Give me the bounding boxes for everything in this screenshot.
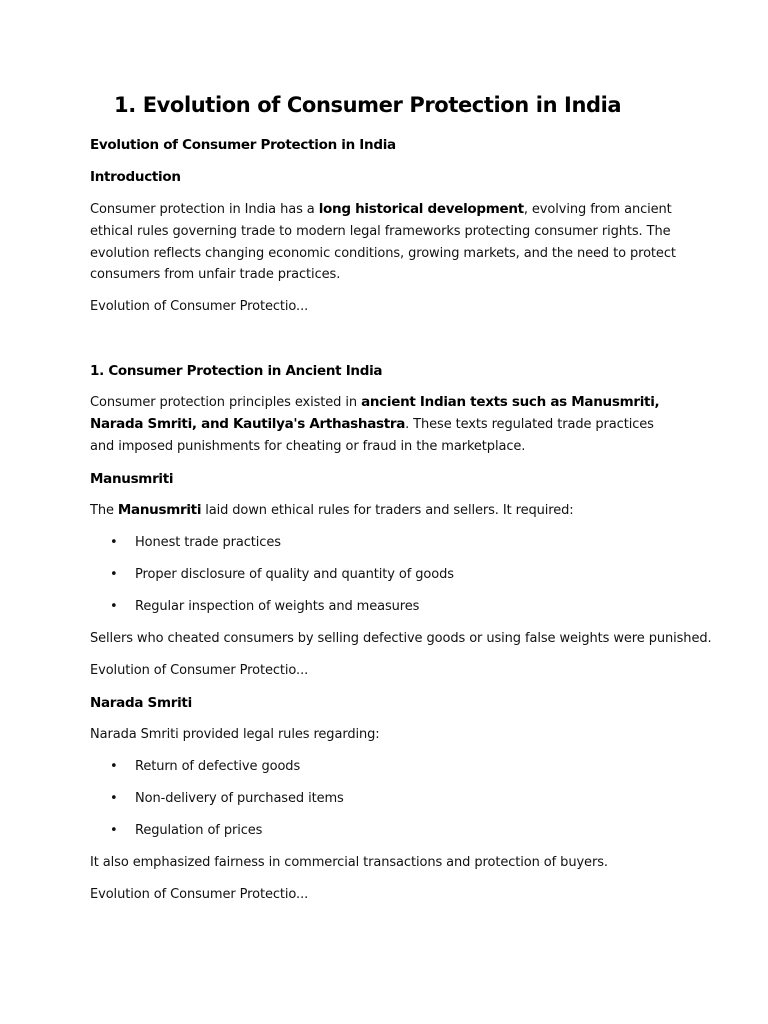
bullet-icon: • <box>110 599 118 614</box>
narada-intro: Narada Smriti provided legal rules regarding: <box>90 727 380 742</box>
list-item-text: Proper disclosure of quality and quantity of goods <box>135 567 454 582</box>
ancient-india-paragraph <box>90 392 680 457</box>
intro-text-b: , evolving from ancient ethical rules governing trade to modern legal frameworks protecting consumer rights. The evolution reflects changing economic conditions, growing markets, and the need to protect consumers from unfair trade practices. <box>90 202 676 283</box>
intro-text-a: Consumer protection in India has a <box>90 202 319 217</box>
list-item-text: Return of defective goods <box>135 759 301 774</box>
ancient-text-bold: ancient Indian texts such as Manusmriti, Narada Smriti, and Kautilya's Arthashastra <box>90 394 660 432</box>
document-subtitle: Evolution of Consumer Protection in India <box>90 137 396 153</box>
truncated-reference-2: Evolution of Consumer Protectio... <box>90 663 309 678</box>
narada-smriti-heading: Narada Smriti <box>90 695 192 711</box>
bullet-icon: • <box>110 823 118 838</box>
bullet-icon: • <box>110 567 118 582</box>
manusmriti-heading: Manusmriti <box>90 471 174 487</box>
bullet-icon: • <box>110 791 118 806</box>
intro-text-bold: long historical development <box>318 201 524 217</box>
truncated-reference-1: Evolution of Consumer Protectio... <box>90 299 309 314</box>
introduction-heading: Introduction <box>90 169 181 185</box>
introduction-paragraph <box>90 199 680 286</box>
bullet-icon: • <box>110 759 118 774</box>
bullet-icon: • <box>110 535 118 550</box>
list-item-text: Honest trade practices <box>135 535 281 550</box>
document-title: 1. Evolution of Consumer Protection in India <box>114 93 622 117</box>
manusmriti-text-a: The <box>90 503 118 518</box>
manusmriti-text-bold: Manusmriti <box>117 502 202 518</box>
ancient-text-b: . These texts regulated trade practices and imposed punishments for cheating or fraud in the marketplace. <box>90 416 654 454</box>
truncated-reference-3: Evolution of Consumer Protectio... <box>90 887 309 902</box>
list-item-text: Regulation of prices <box>135 823 263 838</box>
list-item-text: Non-delivery of purchased items <box>135 791 344 806</box>
ancient-text-a: Consumer protection principles existed in <box>90 395 362 410</box>
list-item-text: Regular inspection of weights and measures <box>135 599 420 614</box>
manusmriti-paragraph <box>90 500 680 522</box>
ancient-india-heading: 1. Consumer Protection in Ancient India <box>90 363 383 379</box>
manusmriti-closing: Sellers who cheated consumers by selling defective goods or using false weights were punished. <box>90 631 712 646</box>
manusmriti-text-b: laid down ethical rules for traders and sellers. It required: <box>201 503 574 518</box>
narada-closing: It also emphasized fairness in commercial transactions and protection of buyers. <box>90 855 608 870</box>
